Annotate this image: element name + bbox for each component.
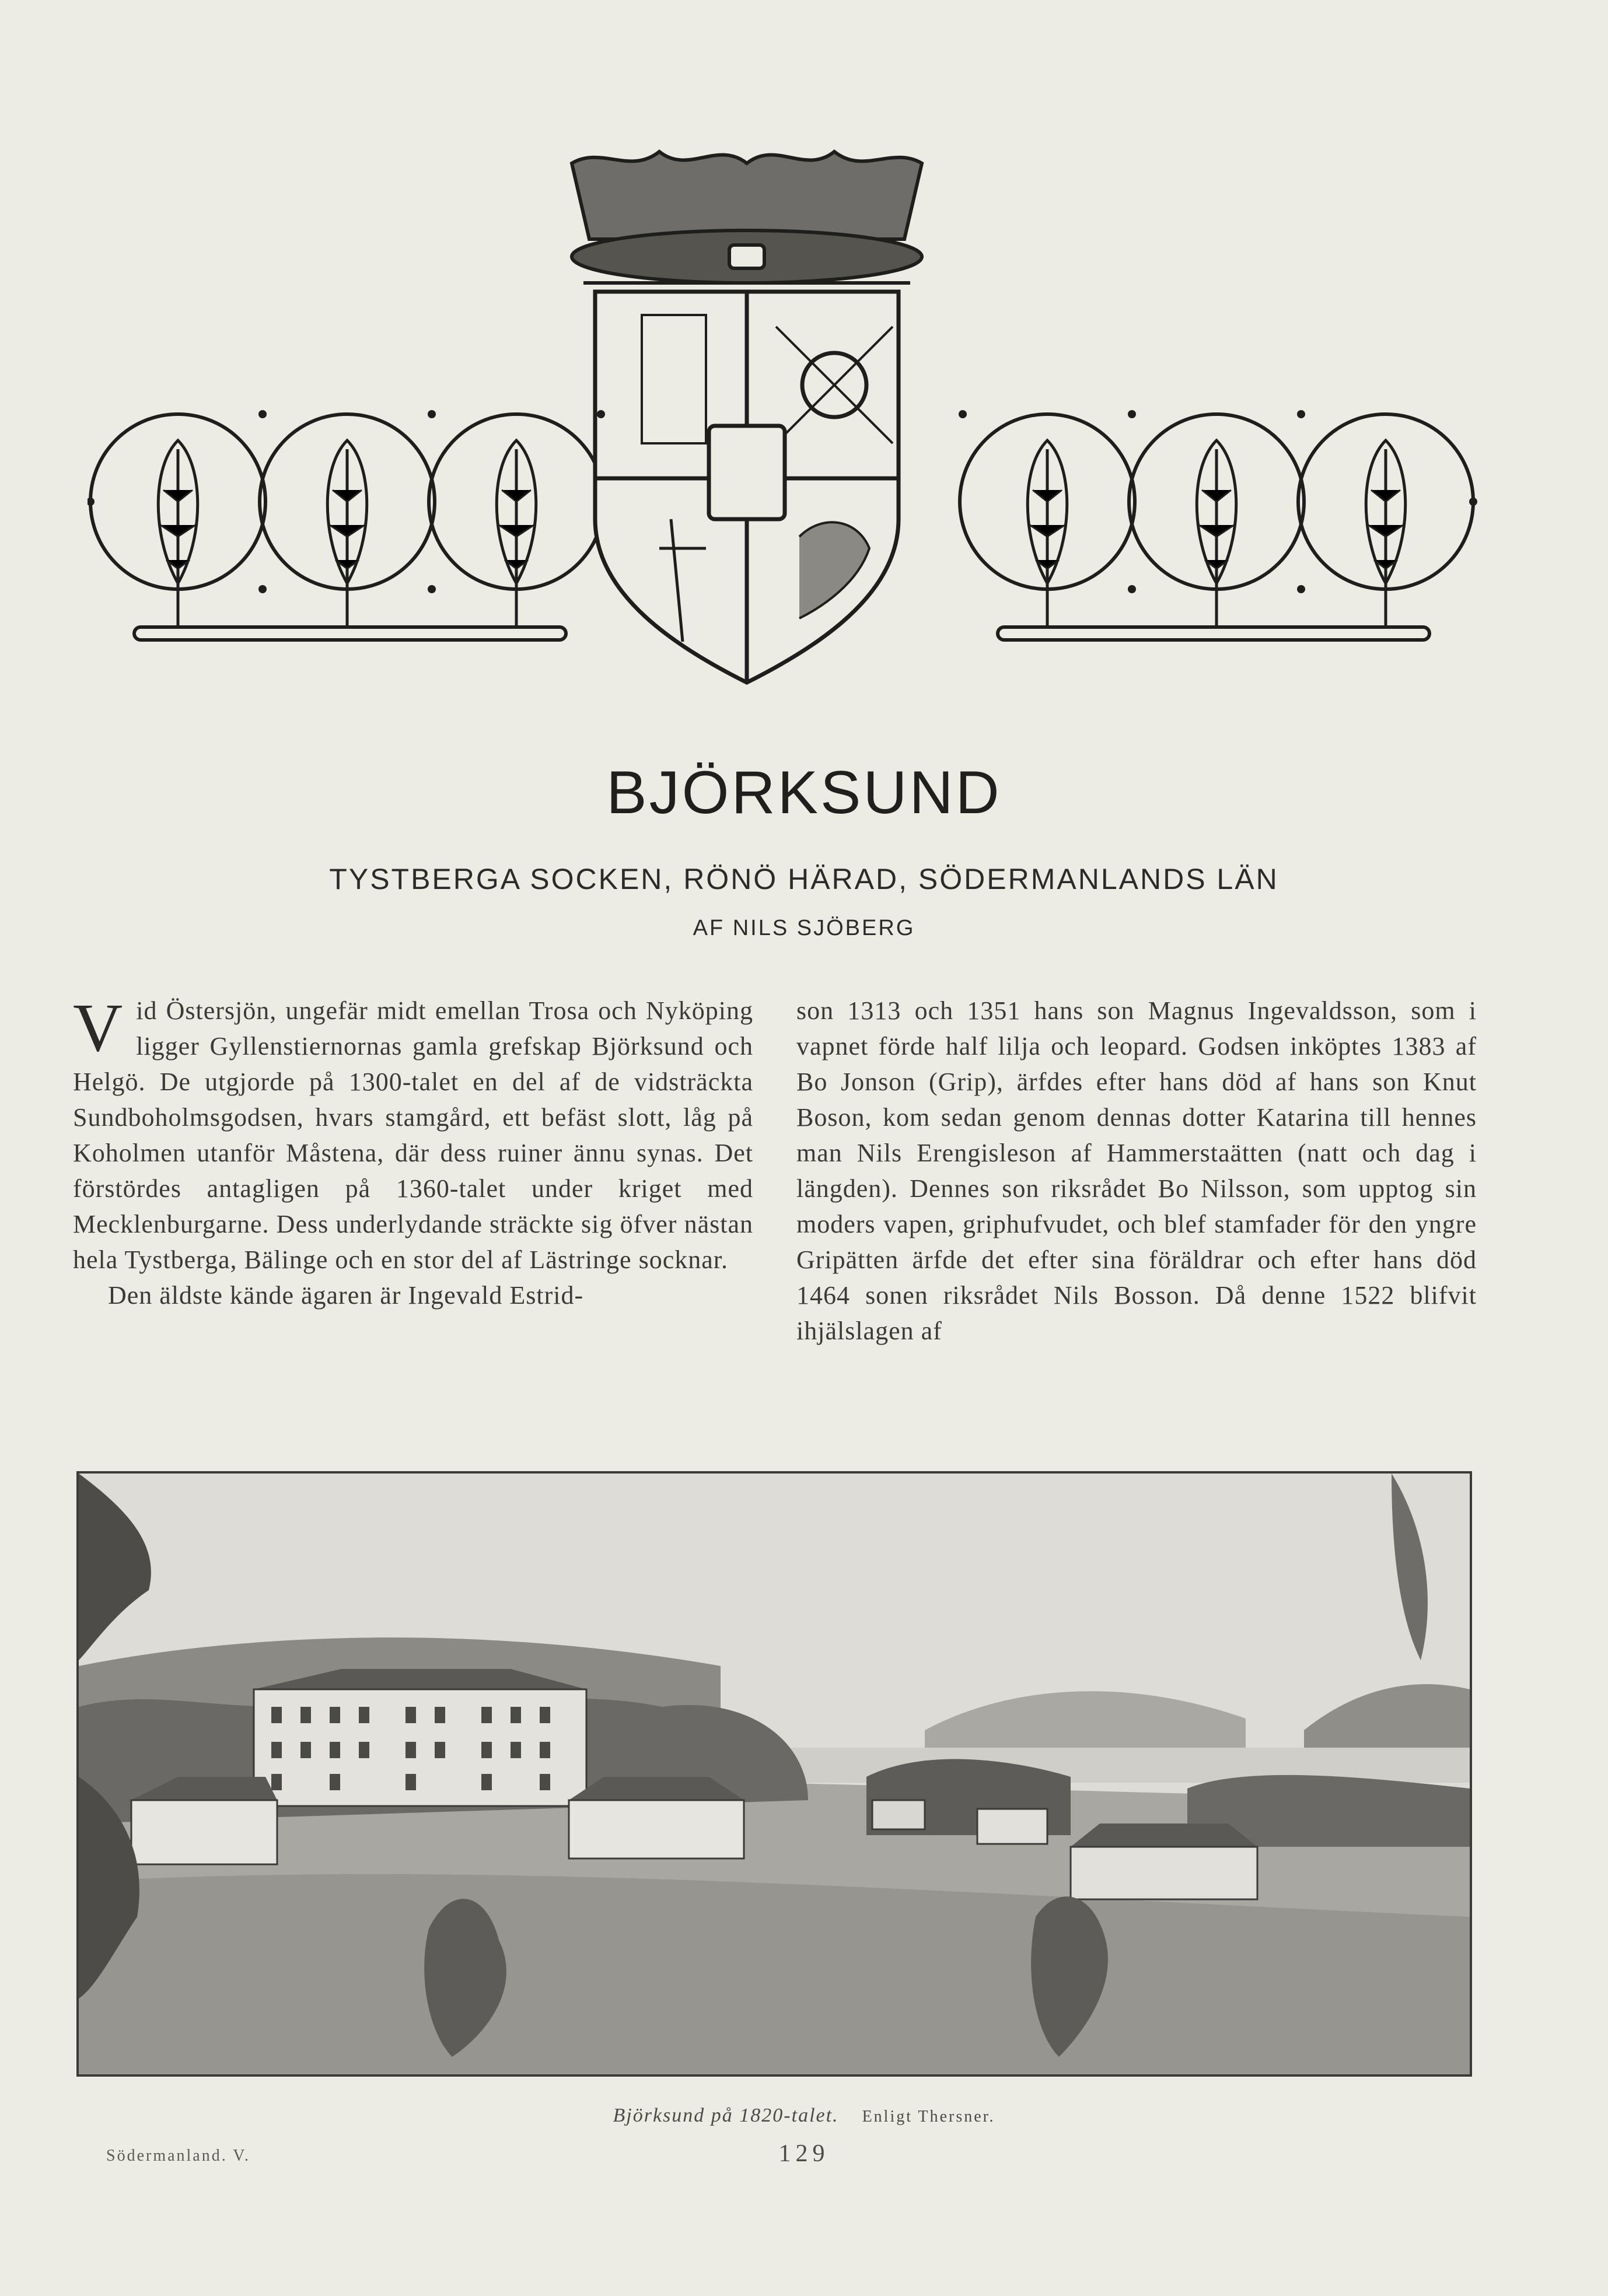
page-number: 129 xyxy=(778,2140,830,2167)
side-building xyxy=(131,1777,277,1864)
signature-mark: Södermanland. V. xyxy=(106,2147,250,2165)
figure-caption xyxy=(0,2105,1608,2127)
estate-illustration xyxy=(76,1471,1472,2077)
caption-credit: Enligt Thersner. xyxy=(862,2108,995,2126)
article-column-left xyxy=(73,989,753,1313)
coat-of-arms-ornament xyxy=(88,140,1488,688)
paragraph: id Östersjön, ungefär midt emellan Trosa och Nyköping ligger Gyllenstiernornas gamla grefskap Björksund och Helgö. De utgjorde på 1300-talet en del af de vidsträckta Sundboholmsgodsen, hvars stamgård, ett befäst slott, låg på Koholmen utanför Måstena, där dess ruiner ännu synas. Det förstördes antagligen på 1360-talet under kriget med Mecklenburgarne. Dess underlydande sträckte sig öfver nästan hela Tystberga, Bälinge och en stor del af Lästringe socknar. xyxy=(73,996,753,1274)
article-column-right xyxy=(796,993,1477,1349)
page-subtitle: TYSTBERGA SOCKEN, RÖNÖ HÄRAD, SÖDERMANLANDS LÄN xyxy=(329,863,1279,895)
drop-cap: V xyxy=(73,989,124,1066)
manor-house xyxy=(254,1669,586,1806)
shield-icon xyxy=(595,292,899,682)
caption-text: Björksund på 1820-talet. xyxy=(613,2105,839,2126)
side-building xyxy=(569,1777,744,1859)
page-title: BJÖRKSUND xyxy=(606,759,1002,827)
paragraph: son 1313 och 1351 hans son Magnus Ingevaldsson, som i vapnet förde half lilja och leopard. Godsen inköptes 1383 af Bo Jonson (Grip), ärfdes efter hans död af hans son Knut Boson, kom sedan genom dennas dotter Katarina till hennes man Nils Erengisleson af Hammerstaätten (natt och dag i längden). Dennes son riksrådet Bo Nilsson, som upptog sin moders vapen, griphufvudet, och blef stamfader för den yngre Gripätten ärfde det efter sina föräldrar och efter hans död 1464 sonen riksrådet Nils Bosson. Då denne 1522 blifvit ihjälslagen af xyxy=(796,996,1477,1345)
paragraph: Den äldste kände ägaren är Ingevald Estrid- xyxy=(108,1281,584,1310)
author-byline: AF NILS SJÖBERG xyxy=(693,916,915,940)
crown-icon xyxy=(572,152,922,283)
